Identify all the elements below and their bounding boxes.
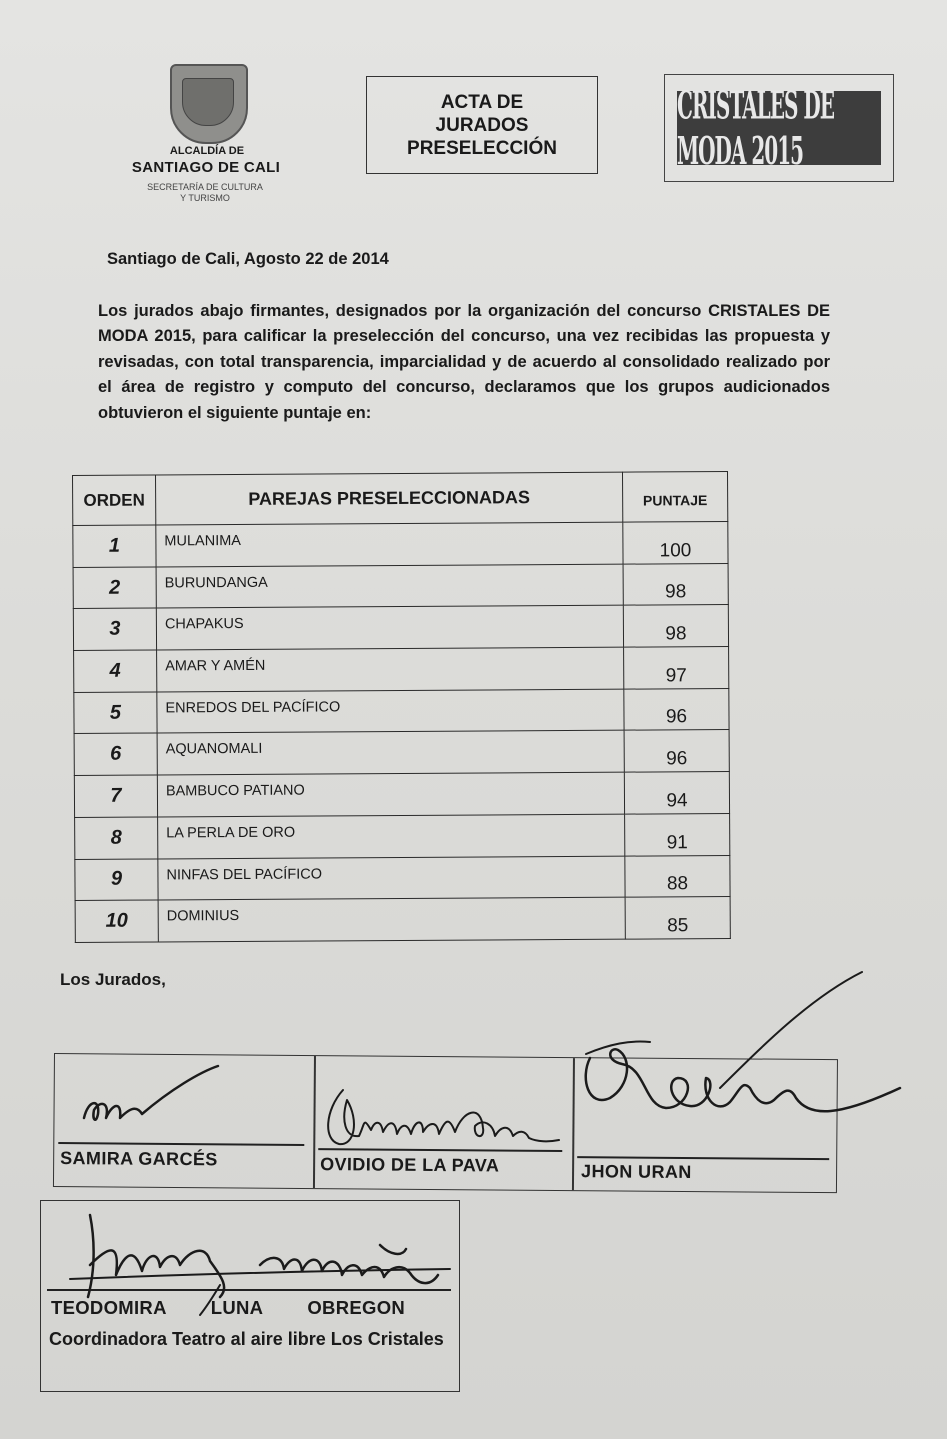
row-score: 91 xyxy=(625,813,730,855)
row-score: 96 xyxy=(624,688,729,730)
coordinator-name-part-3: OBREGON xyxy=(307,1297,406,1318)
table-row xyxy=(74,772,729,818)
document-title-box xyxy=(366,76,598,174)
row-orden: 3 xyxy=(73,608,156,650)
juror-name: OVIDIO DE LA PAVA xyxy=(320,1154,500,1176)
row-score: 88 xyxy=(625,855,730,897)
row-score: 96 xyxy=(624,730,729,772)
table-row xyxy=(75,855,730,901)
table-row xyxy=(75,897,730,943)
row-score: 100 xyxy=(623,521,728,563)
row-orden: 9 xyxy=(75,858,158,900)
alcaldia-line-2: SANTIAGO DE CALI xyxy=(131,159,281,176)
row-orden: 2 xyxy=(73,567,156,609)
row-orden: 5 xyxy=(74,692,157,734)
row-score: 98 xyxy=(623,563,728,605)
event-logo-box xyxy=(664,74,894,182)
table-row xyxy=(75,813,730,859)
row-name: ENREDOS DEL PACÍFICO xyxy=(157,689,624,734)
document-date: Santiago de Cali, Agosto 22 de 2014 xyxy=(107,250,389,268)
juror-name: JHON URAN xyxy=(581,1161,692,1183)
title-line-2: JURADOS xyxy=(435,114,529,136)
table-row xyxy=(73,521,728,567)
row-orden: 7 xyxy=(74,775,157,817)
row-orden: 10 xyxy=(75,900,158,942)
row-orden: 4 xyxy=(74,650,157,692)
column-header-orden: ORDEN xyxy=(73,475,156,526)
column-header-parejas: PAREJAS PRESELECCIONADAS xyxy=(156,472,623,525)
row-name: MULANIMA xyxy=(156,522,623,567)
signature-teodomira-luna-obregon xyxy=(50,1205,470,1325)
table-row xyxy=(74,688,729,734)
row-orden: 1 xyxy=(73,525,156,567)
row-name: DOMINIUS xyxy=(158,897,625,942)
event-logo xyxy=(677,82,881,174)
event-logo-text: CRISTALES DE MODA 2015 xyxy=(677,82,834,174)
table-row xyxy=(73,563,728,609)
table-row xyxy=(74,730,729,776)
juror-name: SAMIRA GARCÉS xyxy=(60,1148,218,1170)
signature-samira-garces xyxy=(70,1060,230,1140)
alcaldia-secretaria xyxy=(120,182,290,204)
closing-text: Los Jurados, xyxy=(60,970,166,989)
row-name: NINFAS DEL PACÍFICO xyxy=(158,856,625,901)
row-orden: 6 xyxy=(74,733,157,775)
row-score: 98 xyxy=(623,605,728,647)
coordinator-role: Coordinadora Teatro al aire libre Los Cristales xyxy=(49,1329,444,1349)
row-orden: 8 xyxy=(75,817,158,859)
row-name: LA PERLA DE ORO xyxy=(158,814,625,859)
row-score: 94 xyxy=(624,772,729,814)
alcaldia-line-1: ALCALDÍA DE xyxy=(169,145,245,157)
signature-jhon-uran xyxy=(570,968,910,1118)
city-coat-of-arms-logo xyxy=(170,64,248,144)
row-score: 85 xyxy=(625,897,730,939)
signature-line xyxy=(577,1156,829,1159)
row-name: CHAPAKUS xyxy=(156,606,623,651)
intro-paragraph: Los jurados abajo firmantes, designados por la organización del concurso CRISTALES DE MODA 2015, para calificar la preselección del concurso, una vez recibidas las propuesta y revisadas, con total transparencia, imparcialidad y de acuerdo al consolidado realizado por el área de registro y computo del concurso, declaramos que los grupos audicionados obtuvieron el siguiente puntaje en: xyxy=(98,302,830,422)
column-header-puntaje: PUNTAJE xyxy=(622,471,727,522)
title-line-1: ACTA DE xyxy=(440,91,524,113)
row-name: BURUNDANGA xyxy=(156,564,623,609)
row-name: AMAR Y AMÉN xyxy=(157,647,624,692)
row-name: BAMBUCO PATIANO xyxy=(157,772,624,817)
table-row xyxy=(74,647,729,693)
signature-line xyxy=(58,1142,304,1145)
results-table xyxy=(72,471,731,943)
table-header-row xyxy=(73,471,728,525)
title-line-3: PRESELECCIÓN xyxy=(407,137,557,159)
row-score: 97 xyxy=(624,647,729,689)
coordinator-name-part-2: LUNA xyxy=(210,1297,264,1318)
coordinator-name-part-1: TEODOMIRA xyxy=(51,1297,167,1318)
signature-ovidio-de-la-pava xyxy=(315,1080,565,1160)
alcaldia-line-4: Y TURISMO xyxy=(180,193,230,203)
table-row xyxy=(73,605,728,651)
row-name: AQUANOMALI xyxy=(157,731,624,776)
alcaldia-line-3: SECRETARÍA DE CULTURA xyxy=(147,182,263,192)
